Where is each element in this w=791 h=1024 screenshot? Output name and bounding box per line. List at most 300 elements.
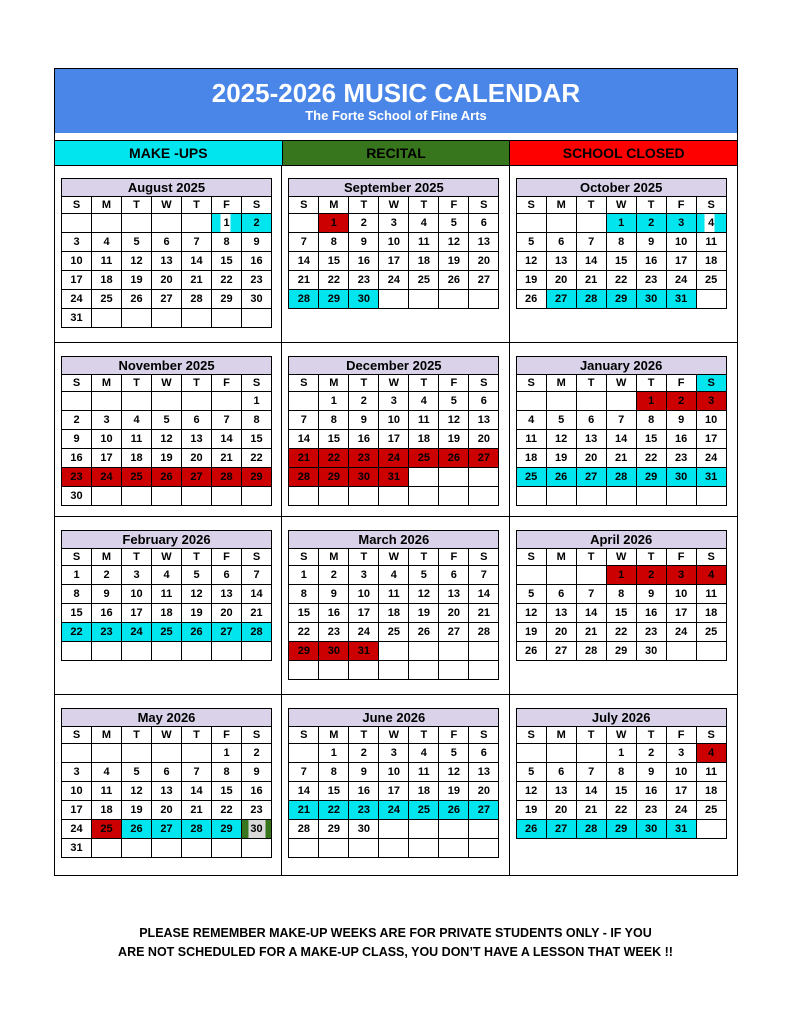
weekday-header: S xyxy=(469,727,499,744)
weekday-header: S xyxy=(696,197,726,214)
day-cell: 11 xyxy=(409,411,439,430)
day-cell: 17 xyxy=(666,782,696,801)
day-cell: 28 xyxy=(242,623,272,642)
day-cell: 29 xyxy=(606,820,636,839)
empty-day-cell xyxy=(152,309,182,328)
month-cell xyxy=(55,343,282,517)
day-cell: 26 xyxy=(122,290,152,309)
day-cell: 14 xyxy=(182,252,212,271)
day-cell: 4 xyxy=(152,566,182,585)
day-cell: 29 xyxy=(319,290,349,309)
day-cell: 12 xyxy=(439,411,469,430)
page-subtitle: The Forte School of Fine Arts xyxy=(305,108,487,123)
month-calendar xyxy=(288,530,499,680)
day-cell: 22 xyxy=(319,271,349,290)
day-cell: 21 xyxy=(606,449,636,468)
empty-day-cell xyxy=(319,661,349,680)
empty-day-cell xyxy=(349,839,379,858)
day-cell: 29 xyxy=(606,290,636,309)
day-cell: 30 xyxy=(636,290,666,309)
day-cell: 20 xyxy=(469,782,499,801)
day-cell: 8 xyxy=(606,763,636,782)
day-cell: 23 xyxy=(319,623,349,642)
day-cell: 25 xyxy=(696,271,726,290)
month-calendar xyxy=(61,178,272,328)
day-cell: 22 xyxy=(606,623,636,642)
day-cell: 18 xyxy=(379,604,409,623)
day-cell: 8 xyxy=(319,763,349,782)
day-cell: 30 xyxy=(242,290,272,309)
empty-day-cell xyxy=(92,839,122,858)
day-cell: 19 xyxy=(516,271,546,290)
day-cell: 12 xyxy=(439,763,469,782)
day-cell: 24 xyxy=(666,623,696,642)
day-cell: 2 xyxy=(319,566,349,585)
day-cell: 19 xyxy=(516,801,546,820)
day-cell: 29 xyxy=(212,290,242,309)
day-cell: 3 xyxy=(379,744,409,763)
day-cell: 7 xyxy=(289,763,319,782)
empty-day-cell xyxy=(92,487,122,506)
month-title: January 2026 xyxy=(516,357,726,375)
day-cell: 25 xyxy=(122,468,152,487)
day-cell: 16 xyxy=(636,782,666,801)
day-cell: 4 xyxy=(516,411,546,430)
day-cell: 28 xyxy=(289,290,319,309)
day-cell: 24 xyxy=(666,271,696,290)
day-cell: 27 xyxy=(469,449,499,468)
weekday-header: W xyxy=(379,549,409,566)
day-cell: 4 xyxy=(409,744,439,763)
day-cell: 18 xyxy=(516,449,546,468)
day-cell: 29 xyxy=(289,642,319,661)
weekday-header: S xyxy=(62,197,92,214)
empty-day-cell xyxy=(409,290,439,309)
day-cell: 19 xyxy=(546,449,576,468)
day-cell: 11 xyxy=(516,430,546,449)
day-cell: 28 xyxy=(212,468,242,487)
day-cell: 13 xyxy=(546,252,576,271)
weekday-header: M xyxy=(319,549,349,566)
empty-day-cell xyxy=(319,839,349,858)
day-cell: 16 xyxy=(349,252,379,271)
day-cell: 1 xyxy=(606,744,636,763)
day-cell: 15 xyxy=(606,252,636,271)
day-cell: 12 xyxy=(516,604,546,623)
day-cell: 1 xyxy=(319,392,349,411)
day-cell: 17 xyxy=(92,449,122,468)
day-cell: 21 xyxy=(212,449,242,468)
day-cell: 13 xyxy=(212,585,242,604)
day-cell: 9 xyxy=(62,430,92,449)
weekday-header: T xyxy=(122,549,152,566)
day-cell: 3 xyxy=(379,392,409,411)
day-cell: 18 xyxy=(92,801,122,820)
day-cell: 13 xyxy=(469,233,499,252)
empty-day-cell xyxy=(696,642,726,661)
day-cell: 17 xyxy=(666,252,696,271)
day-cell: 10 xyxy=(379,411,409,430)
month-calendar xyxy=(288,178,499,309)
month-cell xyxy=(510,343,737,517)
day-cell: 5 xyxy=(152,411,182,430)
empty-day-cell xyxy=(469,468,499,487)
day-cell: 28 xyxy=(606,468,636,487)
day-cell: 25 xyxy=(696,801,726,820)
day-cell: 25 xyxy=(409,449,439,468)
day-cell: 20 xyxy=(469,252,499,271)
day-cell: 17 xyxy=(379,782,409,801)
day-cell: 5 xyxy=(122,233,152,252)
day-cell: 18 xyxy=(409,782,439,801)
empty-day-cell xyxy=(122,309,152,328)
day-cell: 12 xyxy=(439,233,469,252)
day-cell: 30 xyxy=(636,820,666,839)
day-cell: 6 xyxy=(152,233,182,252)
month-calendar xyxy=(516,530,727,661)
day-cell: 3 xyxy=(666,214,696,233)
day-cell: 4 xyxy=(379,566,409,585)
day-cell: 12 xyxy=(546,430,576,449)
day-cell: 15 xyxy=(212,252,242,271)
weekday-header: T xyxy=(182,727,212,744)
month-title: May 2026 xyxy=(62,709,272,727)
calendar-frame xyxy=(54,68,738,876)
day-cell: 10 xyxy=(666,585,696,604)
day-cell: 16 xyxy=(62,449,92,468)
empty-day-cell xyxy=(606,392,636,411)
day-cell: 18 xyxy=(696,252,726,271)
weekday-header: T xyxy=(349,197,379,214)
day-cell: 14 xyxy=(606,430,636,449)
day-cell: 24 xyxy=(379,801,409,820)
day-cell: 17 xyxy=(122,604,152,623)
day-cell: 24 xyxy=(379,449,409,468)
month-calendar xyxy=(288,356,499,506)
empty-day-cell xyxy=(62,642,92,661)
day-cell: 7 xyxy=(289,411,319,430)
day-cell: 2 xyxy=(92,566,122,585)
day-cell: 5 xyxy=(516,763,546,782)
day-cell: 2 xyxy=(636,566,666,585)
day-cell: 13 xyxy=(546,604,576,623)
empty-day-cell xyxy=(212,642,242,661)
empty-day-cell xyxy=(379,839,409,858)
weekday-header: T xyxy=(636,549,666,566)
day-cell: 22 xyxy=(606,801,636,820)
day-cell: 1 xyxy=(319,744,349,763)
empty-day-cell xyxy=(439,661,469,680)
day-cell: 29 xyxy=(319,820,349,839)
weekday-header: F xyxy=(666,197,696,214)
day-cell: 26 xyxy=(439,801,469,820)
day-cell: 8 xyxy=(62,585,92,604)
day-cell: 17 xyxy=(666,604,696,623)
month-cell xyxy=(510,695,737,875)
month-calendar xyxy=(61,530,272,661)
day-cell: 10 xyxy=(379,233,409,252)
day-cell: 8 xyxy=(606,233,636,252)
empty-day-cell xyxy=(469,642,499,661)
weekday-header: T xyxy=(349,727,379,744)
day-cell: 9 xyxy=(666,411,696,430)
empty-day-cell xyxy=(516,566,546,585)
day-cell: 9 xyxy=(636,585,666,604)
day-cell: 15 xyxy=(242,430,272,449)
day-cell: 8 xyxy=(242,411,272,430)
empty-day-cell xyxy=(696,290,726,309)
empty-day-cell xyxy=(122,839,152,858)
weekday-header: T xyxy=(409,549,439,566)
day-cell: 22 xyxy=(319,801,349,820)
day-cell: 17 xyxy=(62,801,92,820)
day-cell: 11 xyxy=(92,252,122,271)
day-cell: 9 xyxy=(349,233,379,252)
month-title: December 2025 xyxy=(289,357,499,375)
day-cell: 28 xyxy=(289,820,319,839)
day-cell: 5 xyxy=(182,566,212,585)
day-cell: 26 xyxy=(439,271,469,290)
empty-day-cell xyxy=(122,392,152,411)
day-cell: 10 xyxy=(666,233,696,252)
day-cell: 25 xyxy=(379,623,409,642)
day-cell: 2 xyxy=(242,744,272,763)
day-cell: 24 xyxy=(349,623,379,642)
empty-day-cell xyxy=(379,642,409,661)
day-cell: 28 xyxy=(469,623,499,642)
empty-day-cell xyxy=(289,839,319,858)
day-cell: 27 xyxy=(182,468,212,487)
day-cell: 21 xyxy=(289,449,319,468)
empty-day-cell xyxy=(576,566,606,585)
empty-day-cell xyxy=(379,661,409,680)
day-cell: 13 xyxy=(546,782,576,801)
empty-day-cell xyxy=(152,839,182,858)
month-cell xyxy=(510,165,737,343)
empty-day-cell xyxy=(92,392,122,411)
month-cell xyxy=(55,517,282,695)
day-cell: 23 xyxy=(242,271,272,290)
empty-day-cell xyxy=(409,487,439,506)
day-cell: 7 xyxy=(576,585,606,604)
day-cell: 2 xyxy=(666,392,696,411)
day-cell: 4 xyxy=(409,214,439,233)
day-cell: 1 xyxy=(319,214,349,233)
weekday-header: F xyxy=(212,727,242,744)
month-title: October 2025 xyxy=(516,179,726,197)
weekday-header: W xyxy=(606,375,636,392)
weekday-header: F xyxy=(439,549,469,566)
weekday-header: W xyxy=(606,197,636,214)
title-bar xyxy=(55,69,737,133)
day-cell: 18 xyxy=(92,271,122,290)
day-cell: 19 xyxy=(152,449,182,468)
day-cell: 27 xyxy=(152,290,182,309)
day-cell: 12 xyxy=(409,585,439,604)
day-cell: 26 xyxy=(516,642,546,661)
empty-day-cell xyxy=(409,468,439,487)
day-cell: 2 xyxy=(62,411,92,430)
day-cell: 13 xyxy=(469,763,499,782)
weekday-header: S xyxy=(516,727,546,744)
day-cell: 28 xyxy=(576,290,606,309)
day-cell: 14 xyxy=(576,252,606,271)
day-cell: 21 xyxy=(576,623,606,642)
day-cell: 16 xyxy=(636,252,666,271)
empty-day-cell xyxy=(546,744,576,763)
month-cell xyxy=(55,165,282,343)
weekday-header: F xyxy=(666,549,696,566)
day-cell: 5 xyxy=(439,214,469,233)
day-cell: 6 xyxy=(576,411,606,430)
empty-day-cell xyxy=(182,309,212,328)
weekday-header: T xyxy=(349,549,379,566)
day-cell: 8 xyxy=(636,411,666,430)
month-title: February 2026 xyxy=(62,531,272,549)
day-cell: 9 xyxy=(319,585,349,604)
empty-day-cell xyxy=(182,214,212,233)
weekday-header: F xyxy=(439,375,469,392)
day-cell: 18 xyxy=(152,604,182,623)
day-cell: 30 xyxy=(636,642,666,661)
day-cell: 5 xyxy=(439,392,469,411)
empty-day-cell xyxy=(242,642,272,661)
day-cell: 29 xyxy=(606,642,636,661)
day-cell: 31 xyxy=(379,468,409,487)
day-cell: 7 xyxy=(182,233,212,252)
day-cell: 14 xyxy=(289,252,319,271)
day-cell: 20 xyxy=(439,604,469,623)
day-cell: 28 xyxy=(182,820,212,839)
day-cell: 6 xyxy=(546,585,576,604)
day-cell: 14 xyxy=(576,782,606,801)
day-cell: 16 xyxy=(92,604,122,623)
empty-day-cell xyxy=(576,487,606,506)
empty-day-cell xyxy=(289,744,319,763)
empty-day-cell xyxy=(62,214,92,233)
day-cell: 8 xyxy=(606,585,636,604)
day-cell: 11 xyxy=(152,585,182,604)
weekday-header: S xyxy=(469,549,499,566)
empty-day-cell xyxy=(666,642,696,661)
months-grid xyxy=(55,165,737,875)
footer-line-1: PLEASE REMEMBER MAKE-UP WEEKS ARE FOR PRIVATE STUDENTS ONLY - IF YOU xyxy=(139,926,652,940)
weekday-header: W xyxy=(152,727,182,744)
empty-day-cell xyxy=(152,642,182,661)
day-cell: 18 xyxy=(696,604,726,623)
weekday-header: M xyxy=(319,197,349,214)
day-cell: 9 xyxy=(242,233,272,252)
day-cell: 3 xyxy=(666,566,696,585)
day-cell: 10 xyxy=(62,782,92,801)
day-cell: 7 xyxy=(242,566,272,585)
day-cell: 4 xyxy=(696,744,726,763)
empty-day-cell xyxy=(469,661,499,680)
weekday-header: T xyxy=(409,375,439,392)
day-cell: 7 xyxy=(469,566,499,585)
day-cell: 12 xyxy=(516,782,546,801)
day-cell: 23 xyxy=(636,801,666,820)
day-cell: 26 xyxy=(122,820,152,839)
empty-day-cell xyxy=(122,744,152,763)
day-cell: 3 xyxy=(696,392,726,411)
empty-day-cell xyxy=(696,820,726,839)
day-cell: 1 xyxy=(212,214,242,233)
weekday-header: S xyxy=(242,727,272,744)
month-title: September 2025 xyxy=(289,179,499,197)
day-cell: 11 xyxy=(409,763,439,782)
weekday-header: T xyxy=(122,727,152,744)
day-cell: 19 xyxy=(122,801,152,820)
day-cell: 18 xyxy=(409,252,439,271)
day-cell: 31 xyxy=(666,290,696,309)
weekday-header: M xyxy=(92,375,122,392)
day-cell: 27 xyxy=(439,623,469,642)
day-cell: 27 xyxy=(546,642,576,661)
day-cell: 4 xyxy=(696,214,726,233)
weekday-header: F xyxy=(666,727,696,744)
month-cell xyxy=(55,695,282,875)
weekday-header: M xyxy=(92,727,122,744)
day-cell: 13 xyxy=(152,252,182,271)
day-cell: 1 xyxy=(606,214,636,233)
day-cell: 13 xyxy=(182,430,212,449)
day-cell: 27 xyxy=(469,271,499,290)
day-cell: 27 xyxy=(469,801,499,820)
day-cell: 29 xyxy=(636,468,666,487)
empty-day-cell xyxy=(242,487,272,506)
weekday-header: T xyxy=(576,549,606,566)
day-cell: 22 xyxy=(212,801,242,820)
day-cell: 25 xyxy=(409,271,439,290)
empty-day-cell xyxy=(409,661,439,680)
month-title: July 2026 xyxy=(516,709,726,727)
day-cell: 13 xyxy=(439,585,469,604)
day-cell: 1 xyxy=(606,566,636,585)
day-cell: 12 xyxy=(516,252,546,271)
weekday-header: W xyxy=(152,375,182,392)
weekday-header: M xyxy=(546,549,576,566)
day-cell: 23 xyxy=(92,623,122,642)
month-title: April 2026 xyxy=(516,531,726,549)
empty-day-cell xyxy=(576,214,606,233)
month-title: June 2026 xyxy=(289,709,499,727)
empty-day-cell xyxy=(182,642,212,661)
day-cell: 23 xyxy=(62,468,92,487)
day-cell: 22 xyxy=(606,271,636,290)
weekday-header: W xyxy=(379,197,409,214)
day-cell: 3 xyxy=(379,214,409,233)
month-title: August 2025 xyxy=(62,179,272,197)
weekday-header: S xyxy=(242,549,272,566)
day-cell: 14 xyxy=(212,430,242,449)
empty-day-cell xyxy=(439,839,469,858)
empty-day-cell xyxy=(289,661,319,680)
day-cell: 19 xyxy=(439,252,469,271)
empty-day-cell xyxy=(666,487,696,506)
day-cell: 2 xyxy=(242,214,272,233)
day-cell: 26 xyxy=(152,468,182,487)
weekday-header: T xyxy=(636,727,666,744)
empty-day-cell xyxy=(92,309,122,328)
day-cell: 3 xyxy=(349,566,379,585)
weekday-header: M xyxy=(319,727,349,744)
day-cell: 28 xyxy=(182,290,212,309)
day-cell: 14 xyxy=(289,782,319,801)
weekday-header: T xyxy=(122,375,152,392)
day-cell: 9 xyxy=(636,763,666,782)
empty-day-cell xyxy=(469,820,499,839)
